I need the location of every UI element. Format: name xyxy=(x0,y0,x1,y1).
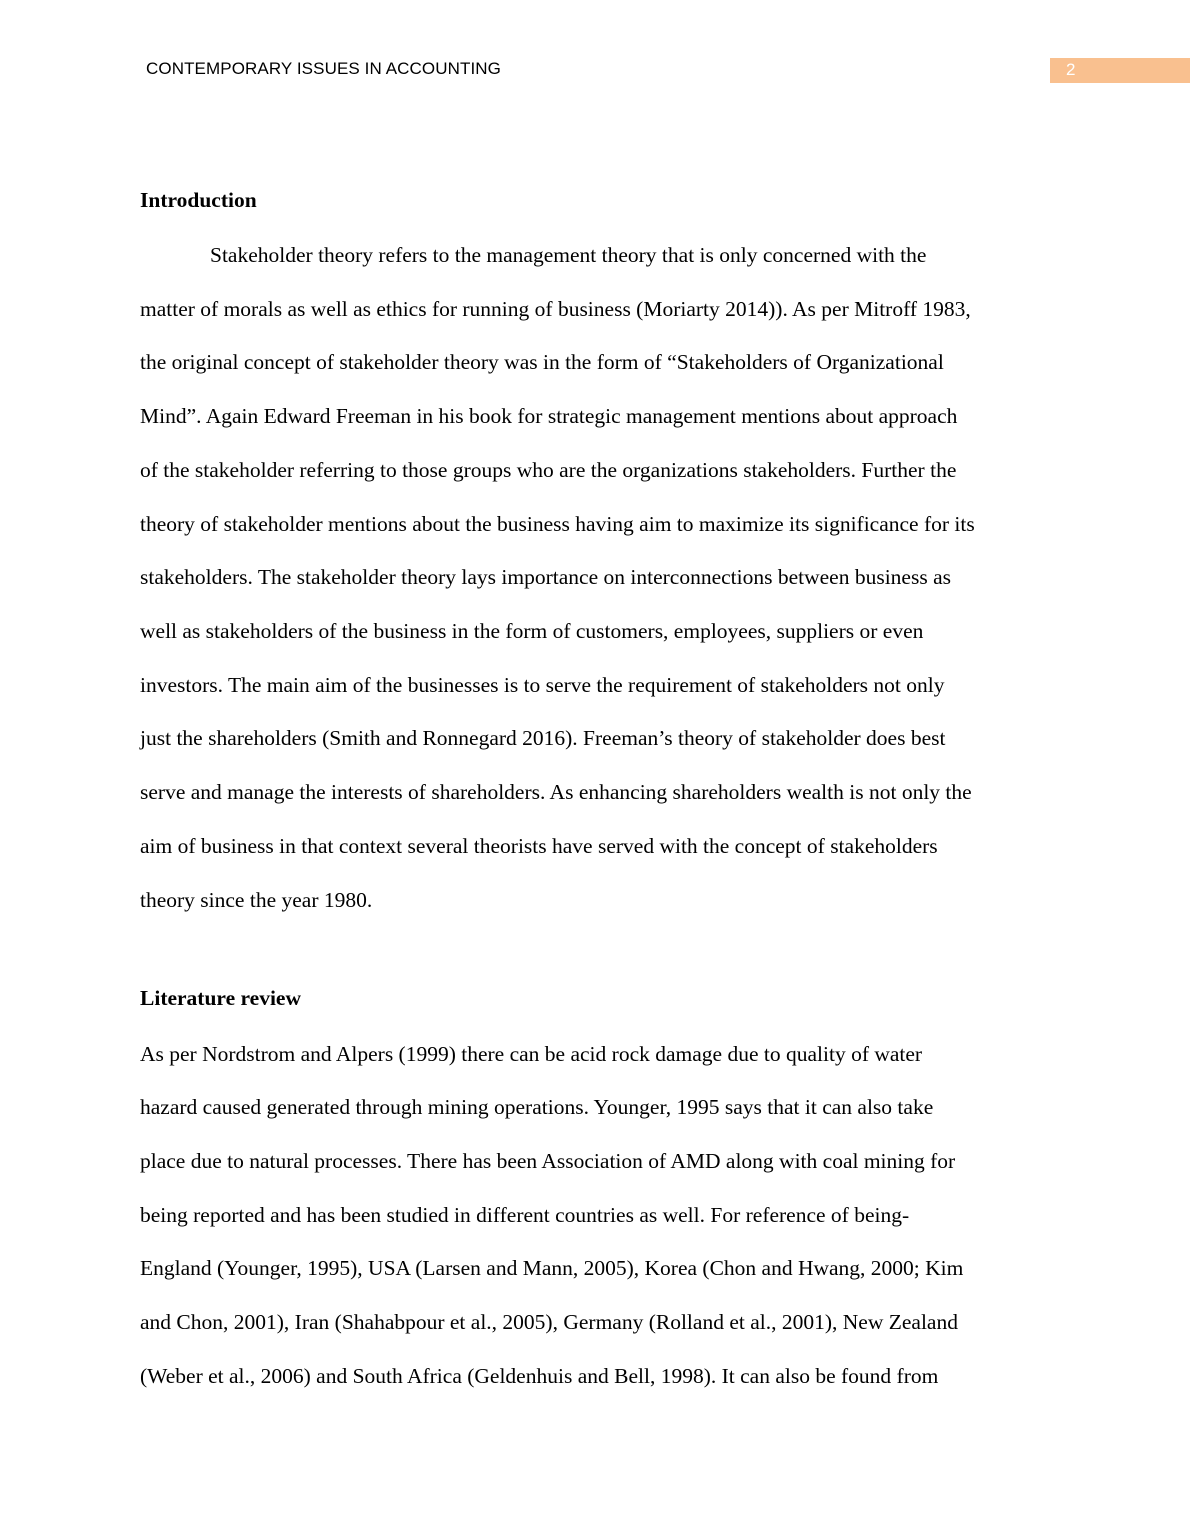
paragraph-line: of the stakeholder referring to those groups who are the organizations stakeholders. Further the xyxy=(140,458,957,482)
paragraph-line: serve and manage the interests of shareholders. As enhancing shareholders wealth is not only the xyxy=(140,780,972,804)
page-number-badge xyxy=(1050,58,1190,83)
paragraph-line: As per Nordstrom and Alpers (1999) there can be acid rock damage due to quality of water xyxy=(140,1042,923,1066)
page-number: 2 xyxy=(1066,60,1076,79)
paragraph-line: and Chon, 2001), Iran (Shahabpour et al., 2005), Germany (Rolland et al., 2001), New Zealand xyxy=(140,1310,958,1334)
paragraph-line: Mind”. Again Edward Freeman in his book for strategic management mentions about approach xyxy=(140,404,958,428)
paragraph-line: well as stakeholders of the business in the form of customers, employees, suppliers or even xyxy=(140,619,924,643)
paragraph-line: the original concept of stakeholder theory was in the form of “Stakeholders of Organizational xyxy=(140,350,944,374)
paragraph-line: England (Younger, 1995), USA (Larsen and Mann, 2005), Korea (Chon and Hwang, 2000; Kim xyxy=(140,1256,964,1280)
paragraph-line: hazard caused generated through mining operations. Younger, 1995 says that it can also take xyxy=(140,1095,934,1119)
paragraph-line: aim of business in that context several theorists have served with the concept of stakeholders xyxy=(140,834,938,858)
running-head: CONTEMPORARY ISSUES IN ACCOUNTING xyxy=(146,59,502,78)
paragraph-line: matter of morals as well as ethics for running of business (Moriarty 2014)). As per Mitroff 1983, xyxy=(140,297,971,321)
paragraph-line: Stakeholder theory refers to the management theory that is only concerned with the xyxy=(210,243,927,267)
paragraph-line: theory of stakeholder mentions about the business having aim to maximize its significance for its xyxy=(140,512,975,536)
paragraph-line: just the shareholders (Smith and Ronnegard 2016). Freeman’s theory of stakeholder does best xyxy=(140,726,946,750)
paragraph-line: theory since the year 1980. xyxy=(140,888,373,912)
paragraph-line: being reported and has been studied in different countries as well. For reference of being- xyxy=(140,1203,910,1227)
paragraph-line: investors. The main aim of the businesses is to serve the requirement of stakeholders not only xyxy=(140,673,945,697)
paragraph-line: stakeholders. The stakeholder theory lays importance on interconnections between business as xyxy=(140,565,951,589)
literature-review-heading: Literature review xyxy=(140,986,301,1010)
paragraph-line: (Weber et al., 2006) and South Africa (Geldenhuis and Bell, 1998). It can also be found from xyxy=(140,1364,939,1388)
paragraph-line: place due to natural processes. There has been Association of AMD along with coal mining for xyxy=(140,1149,956,1173)
introduction-heading: Introduction xyxy=(140,188,257,212)
